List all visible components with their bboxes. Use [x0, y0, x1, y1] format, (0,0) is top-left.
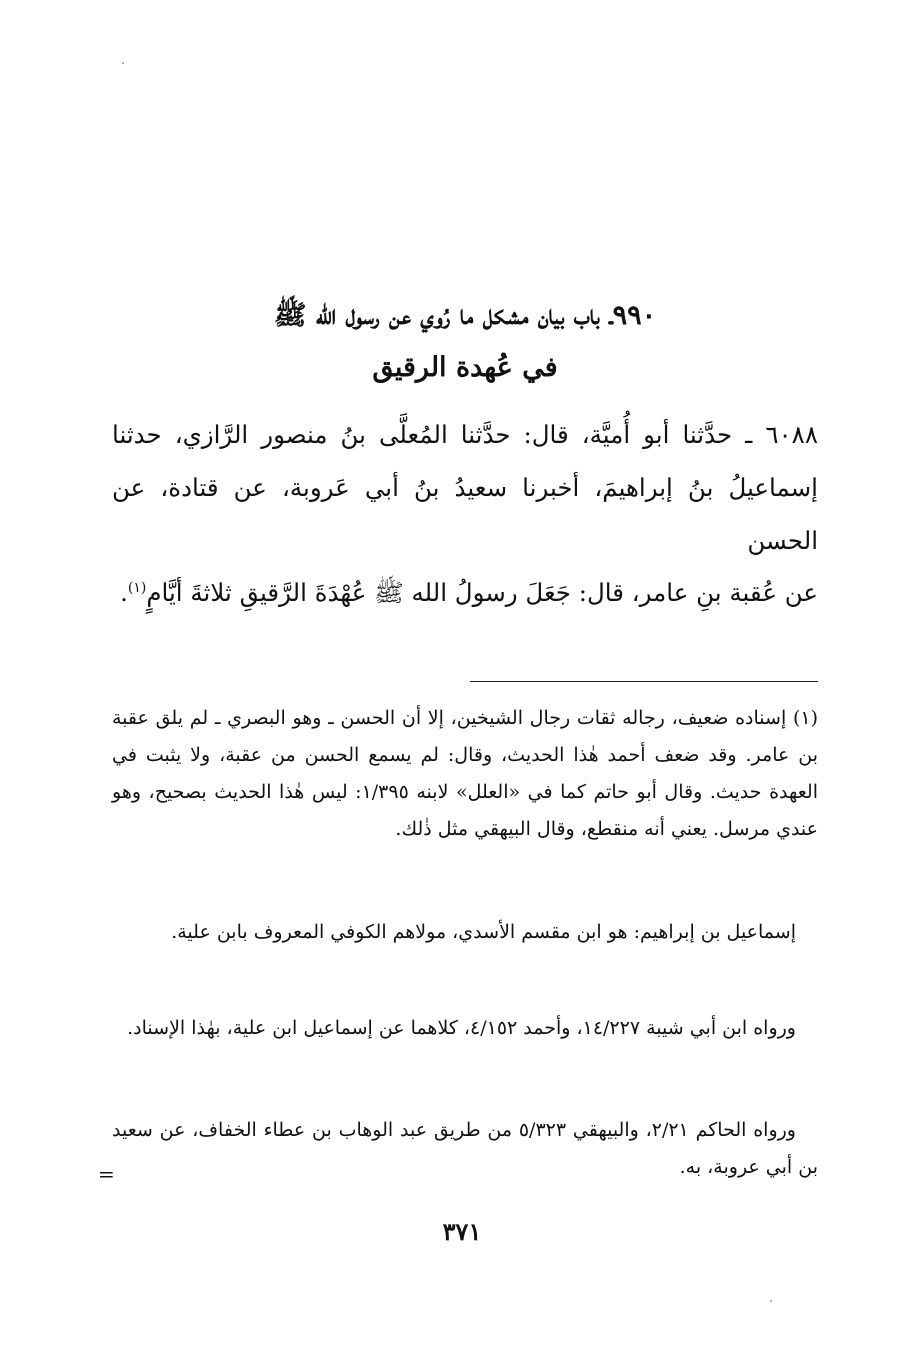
footnote-1: [112, 700, 818, 848]
hadith-matn: [112, 566, 818, 619]
page-number: ٣٧١: [442, 1217, 482, 1246]
footnote-separator: [470, 681, 818, 682]
chapter-title-line-1: ٩٩٠ـ باب بيان مشكل ما رُوي عن رسول الله ﷺ: [273, 300, 657, 331]
scan-speck: [770, 1300, 772, 1302]
scan-speck: [122, 62, 124, 64]
hadith-isnad: [112, 408, 818, 567]
footnote-1-paragraph-1: (١) إسناده ضعيف، رجاله ثقات رجال الشيخين، إلا أن الحسن ـ وهو البصري ـ لم يلق عقبة بن عامر. وقد ضعف أحمد هٰذا الحديث، وقال: لم يسمع الحسن من عقبة، ولا يثبت في العهدة حديث. وقال أبو حاتم كما في «العلل» لابنه ١/٣٩٥: ليس هٰذا الحديث بصحيح، وهو عندي مرسل. يعني أنه منقطع، وقال البيهقي مثل ذٰلك.: [112, 707, 818, 840]
footnote-reference[interactable]: (١): [127, 579, 147, 596]
chapter-title-line-2: في عُهدة الرقيق: [372, 352, 558, 383]
footnote-1-paragraph-3: ورواه ابن أبي شيبة ١٤/٢٢٧، وأحمد ٤/١٥٢، كلاهما عن إسماعيل ابن علية، بهٰذا الإسناد.: [127, 1017, 796, 1039]
footnote-paragraph-sources-2: [112, 1112, 818, 1186]
footnote-continues-mark: =: [98, 1162, 115, 1186]
chapter-title: [112, 290, 818, 394]
hadith-end-mark: .: [120, 578, 128, 607]
footnote-paragraph-narrator: [112, 914, 818, 951]
hadith-isnad-text: ٦٠٨٨ ـ حدَّثنا أبو أُميَّة، قال: حدَّثنا المُعلَّى بنُ منصور الرَّازي، حدثنا إسماعيلُ بنُ إبراهيمَ، أخبرنا سعيدُ بنُ أبي عَروبة، عن قتادة، عن الحسن: [112, 420, 818, 555]
footnote-1-paragraph-2: إسماعيل بن إبراهيم: هو ابن مقسم الأسدي، مولاهم الكوفي المعروف بابن علية.: [171, 921, 796, 943]
hadith-matn-text: عن عُقبة بنِ عامر، قال: جَعَلَ رسولُ الله ﷺ عُهْدَةَ الرَّقيقِ ثلاثةَ أيَّامٍ: [146, 578, 818, 607]
footnote-paragraph-sources-1: [112, 1010, 818, 1047]
footnote-1-paragraph-4: ورواه الحاكم ٢/٢١، والبيهقي ٥/٣٢٣ من طريق عبد الوهاب بن عطاء الخفاف، عن سعيد بن أبي عروبة، به.: [112, 1119, 818, 1178]
